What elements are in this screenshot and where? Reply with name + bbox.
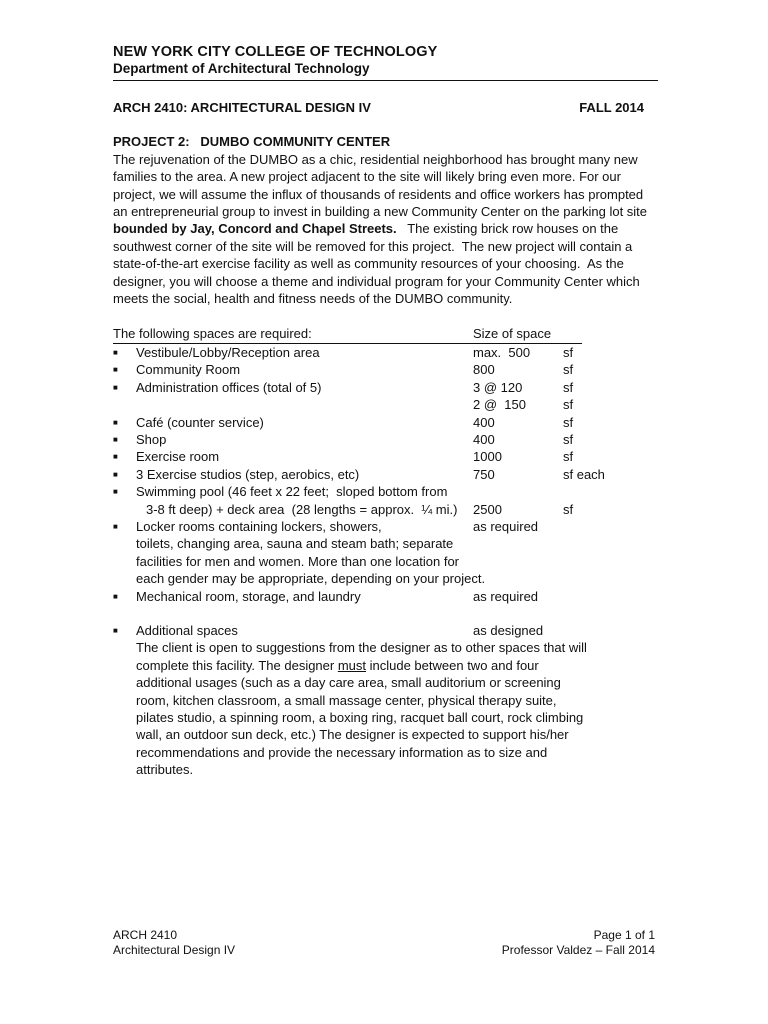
additional-size: as designed [473,622,544,638]
spacer [113,605,658,622]
space-unit: sf each [563,466,605,482]
space-row [113,361,658,378]
locker-size: as required [473,518,539,534]
footer-left [113,928,235,958]
space-row-pool-cont [113,501,658,518]
space-row-additional [113,622,658,639]
space-unit: sf [563,344,574,360]
bullet-icon: ■ [113,417,118,427]
intro-text-1: The rejuvenation of the DUMBO as a chic, residential neighborhood has brought many new families to the area. A new project adjacent to the site will likely bring even more. For our project, we will assume the influx of thousands of residents and office workers has prompted an entrepreneurial group to invest in building a new Community Center on the parking lot site [113,151,648,220]
bullet-icon: ■ [113,382,118,392]
space-unit: sf [563,397,574,413]
project-intro [113,151,658,308]
additional-desc-2: include between two and four additional usages (such as a day care area, small auditorium or screening room, kitchen classroom, a small massage center, physical therapy suite, pilates studio, a spinning room, a boxing ring, racquet ball court, rock climbing wall, an outdoor sun deck, etc.) The designer is expected to support his/her recommendations and provide the necessary information as to size and attributes. [136,657,584,778]
space-size: 800 [473,362,495,378]
space-size: 2 @ 150 [473,397,526,413]
space-name [113,396,473,413]
bullet-icon: ■ [113,521,118,531]
space-row [113,396,658,413]
additional-desc-1: The client is open to suggestions from the designer as to other spaces that will complete this facility. The designer [136,640,587,673]
footer-page-number: Page 1 of 1 [593,928,655,942]
department-name: Department of Architectural Technology [113,61,370,76]
intro-site-bounds: bounded by Jay, Concord and Chapel Streets. [113,221,397,237]
space-size: 750 [473,466,495,482]
mechanical-name: Mechanical room, storage, and laundry [136,588,361,604]
spaces-header-size: Size of space [473,326,552,342]
space-row-locker [113,518,658,535]
space-row [113,344,658,361]
header-rule [113,80,658,81]
space-name: Shop [136,431,167,447]
document-page [113,44,658,779]
space-row [113,448,658,465]
space-unit: sf [563,379,574,395]
space-name: 3 Exercise studios (step, aerobics, etc) [136,466,360,482]
bullet-icon: ■ [113,469,118,479]
space-name: Administration offices (total of 5) [136,379,322,395]
intro-text-2: The existing brick row houses on the southwest corner of the site will be removed for this project. The new project will contain a state-of-the-art exercise facility as well as community resources of your choosing. As the designer, you will choose a theme and individual program for your Community Center which meets the social, health and fitness needs of the DUMBO community. [113,221,644,307]
space-row-pool [113,483,658,500]
space-row-mechanical [113,588,658,605]
bullet-icon: ■ [113,365,118,375]
space-name: Vestibule/Lobby/Reception area [136,344,320,360]
footer-course-code: ARCH 2410 [113,928,178,942]
space-size: 3 @ 120 [473,379,523,395]
space-unit: sf [563,449,574,465]
additional-desc-must: must [337,657,367,673]
space-unit: sf [563,431,574,447]
additional-name: Additional spaces [136,622,238,638]
institution-name: NEW YORK CITY COLLEGE OF TECHNOLOGY [113,44,438,60]
bullet-icon: ■ [113,452,118,462]
course-line [113,99,658,116]
locker-line-2: toilets, changing area, sauna and steam bath; separate [136,536,454,552]
space-row [113,431,658,448]
bullet-icon: ■ [113,347,118,357]
space-size: max. 500 [473,344,531,360]
bullet-icon: ■ [113,434,118,444]
footer-course-name: Architectural Design IV [113,943,236,957]
bullet-icon: ■ [113,625,118,635]
space-size: 400 [473,414,495,430]
space-row [113,414,658,431]
locker-line-4: each gender may be appropriate, depending on your project. [136,571,486,587]
locker-line-3: facilities for men and women. More than one location for [136,553,460,569]
spaces-header-label: The following spaces are required: [113,326,312,342]
footer-professor: Professor Valdez – Fall 2014 [501,943,655,957]
space-size: 1000 [473,449,502,465]
bullet-icon: ■ [113,487,118,497]
space-row [113,466,658,483]
pool-size: 2500 [473,501,502,517]
course-title: ARCH 2410: ARCHITECTURAL DESIGN IV [113,100,371,115]
pool-line-2: 3-8 ft deep) + deck area (28 lengths = approx. ¼ mi.) [146,501,458,517]
spaces-list [113,344,658,779]
space-row [113,379,658,396]
additional-description [113,639,596,778]
page-footer [113,928,655,958]
footer-right [502,928,655,958]
pool-line-1: Swimming pool (46 feet x 22 feet; sloped bottom from [136,484,448,500]
space-size: 400 [473,431,495,447]
space-unit: sf [563,414,574,430]
space-name: Café (counter service) [136,414,264,430]
term: FALL 2014 [579,100,644,115]
space-name: Community Room [136,362,241,378]
bullet-icon: ■ [113,591,118,601]
space-unit: sf [563,362,574,378]
space-name: Exercise room [136,449,220,465]
pool-unit: sf [563,501,574,517]
locker-line-1: Locker rooms containing lockers, showers, [136,518,382,534]
mechanical-size: as required [473,588,539,604]
spaces-header [113,325,582,343]
project-title: PROJECT 2: DUMBO COMMUNITY CENTER [113,134,391,150]
